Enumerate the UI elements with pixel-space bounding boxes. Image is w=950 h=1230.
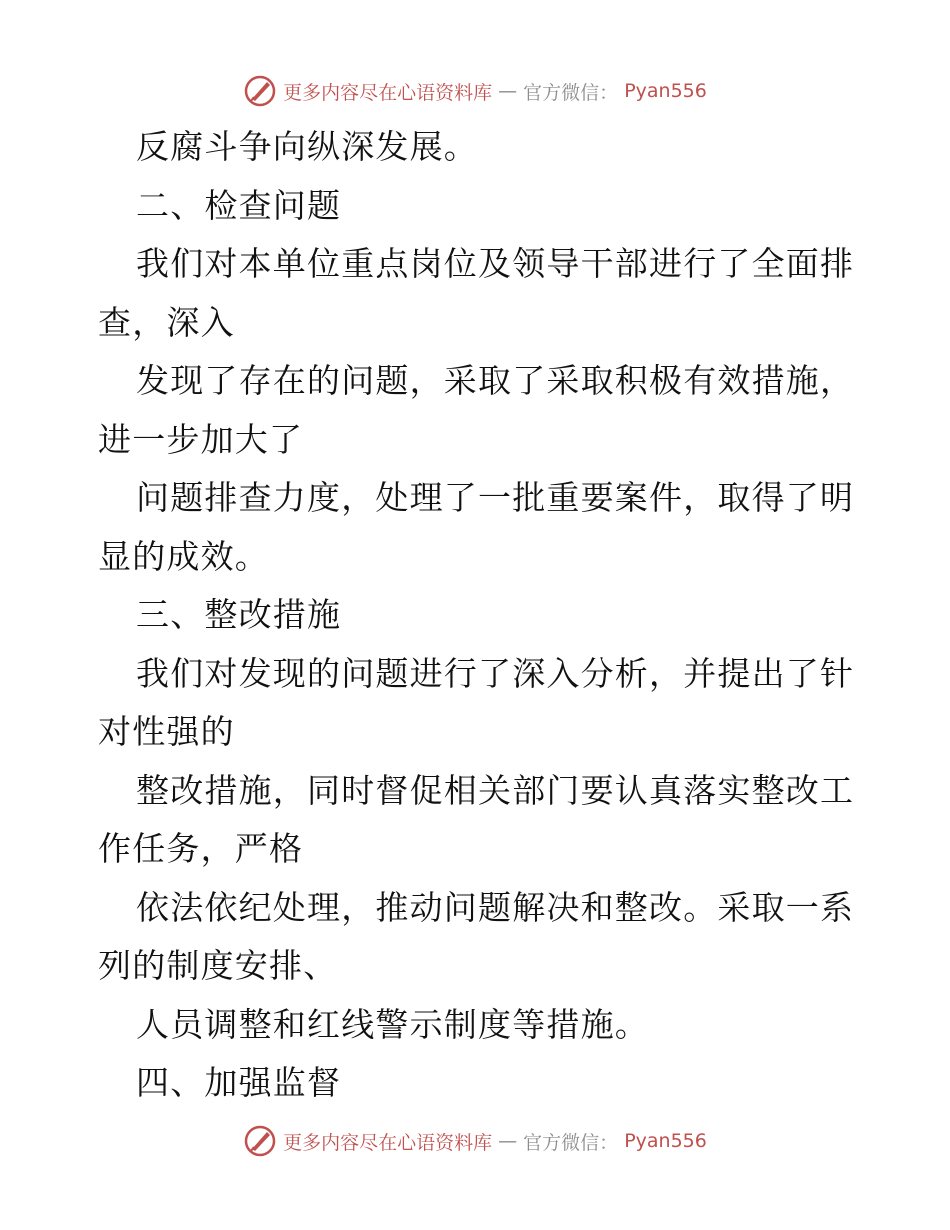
- body-line: 查，深入: [98, 302, 235, 342]
- body-line: 问题排查力度，处理了一批重要案件，取得了明: [136, 478, 855, 517]
- body-line: 我们对发现的问题进行了深入分析，并提出了针: [136, 653, 855, 693]
- section-heading: 三、整改措施: [136, 595, 342, 634]
- body-line: 发现了存在的问题，采取了采取积极有效措施，: [136, 361, 855, 400]
- body-line: 我们对本单位重点岗位及领导干部进行了全面排: [136, 244, 855, 283]
- body-line: 反腐斗争向纵深发展。: [136, 127, 478, 166]
- body-line: 列的制度安排、: [98, 946, 338, 985]
- header-watermark: [0, 74, 950, 108]
- body-line: 对性强的: [98, 712, 235, 751]
- watermark-id: Pyan556: [624, 1130, 707, 1152]
- watermark-sub-text: 官方微信：: [523, 1131, 619, 1154]
- body-line: 人员调整和红线警示制度等措施。: [136, 1004, 649, 1044]
- watermark-separator: —: [498, 80, 518, 102]
- footer-watermark: [0, 1124, 950, 1158]
- quill-logo-icon: [243, 74, 277, 108]
- watermark-separator: —: [498, 1130, 518, 1152]
- watermark-sub-text: 官方微信：: [523, 81, 619, 104]
- quill-logo-icon: [243, 1124, 277, 1158]
- watermark-id: Pyan556: [624, 80, 707, 102]
- document-body: [98, 118, 858, 1113]
- body-line: 依法依纪处理，推动问题解决和整改。采取一系: [136, 887, 855, 927]
- section-heading: 二、检查问题: [136, 185, 342, 225]
- section-heading: 四、加强监督: [136, 1063, 342, 1102]
- watermark-main-text: 更多内容尽在心语资料库: [283, 81, 493, 104]
- body-line: 作任务，严格: [98, 829, 304, 868]
- body-line: 整改措施，同时督促相关部门要认真落实整改工: [136, 770, 855, 810]
- body-line: 进一步加大了: [98, 419, 304, 459]
- watermark-main-text: 更多内容尽在心语资料库: [283, 1131, 493, 1154]
- body-line: 显的成效。: [98, 536, 269, 576]
